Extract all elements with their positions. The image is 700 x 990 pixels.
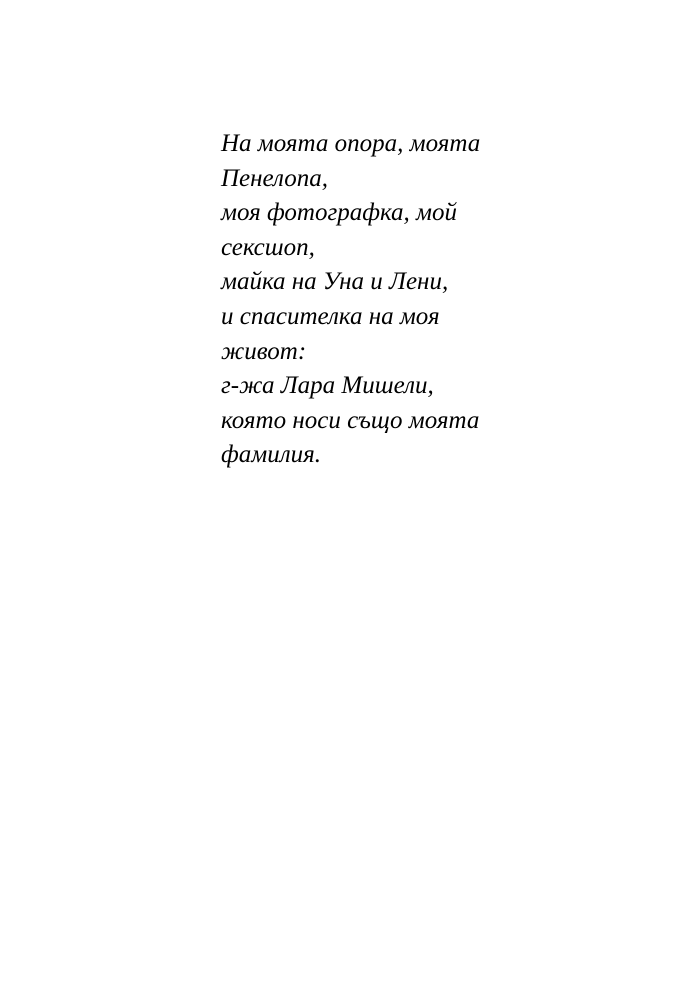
dedication-line-6: и спасителка на моя <box>221 302 440 330</box>
dedication-text <box>221 127 551 473</box>
dedication-line-2: Пенелопа, <box>221 164 328 192</box>
dedication-line-8: г-жа Лара Мишели, <box>221 372 434 400</box>
dedication-line-9: която носи също моята <box>221 406 480 434</box>
dedication-line-5: майка на Уна и Лени, <box>221 268 449 296</box>
dedication-line-10: фамилия. <box>221 441 321 469</box>
dedication-line-7: живот: <box>221 337 307 365</box>
dedication-line-1: На моята опора, моята <box>221 130 481 157</box>
dedication-line-3: моя фотографка, мой <box>221 199 457 227</box>
dedication-line-4: сексшоп, <box>221 233 315 261</box>
